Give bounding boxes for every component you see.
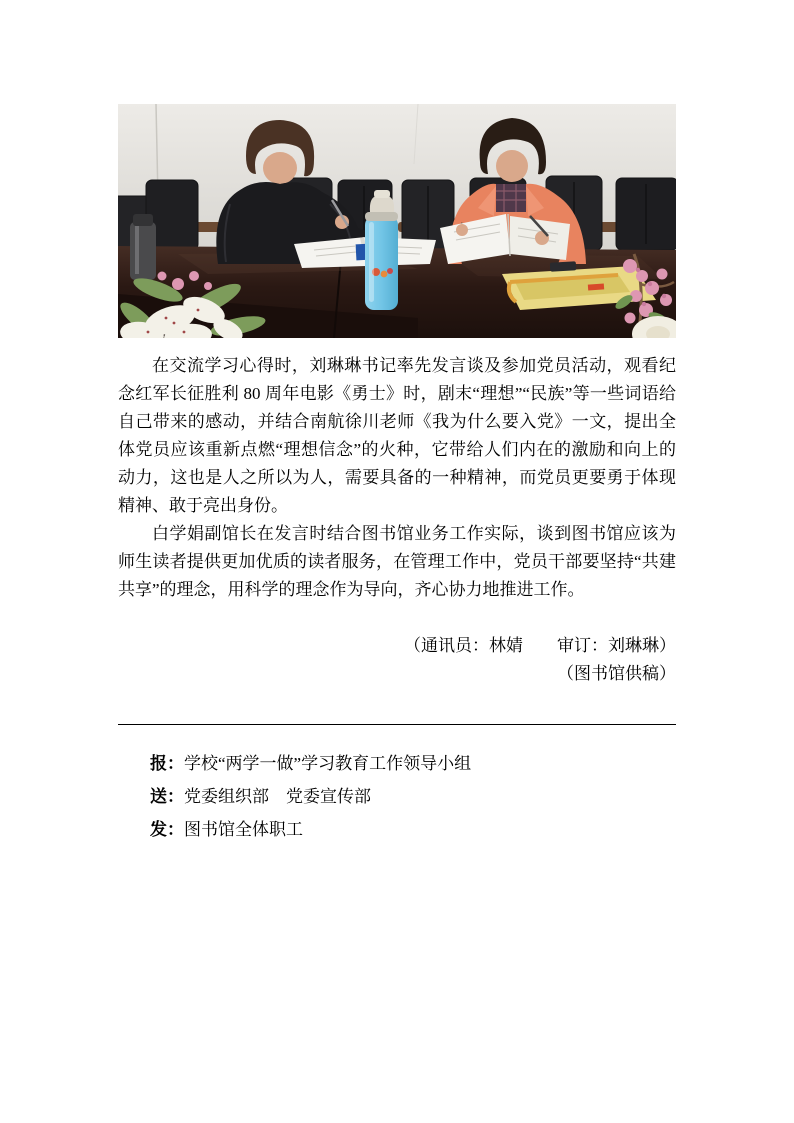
hand-right-a <box>456 224 468 236</box>
distribution-row-report <box>150 747 676 780</box>
distribution-label-send: 送： <box>150 787 184 806</box>
source-credit: （图书馆供稿） <box>557 664 676 683</box>
phone <box>550 261 576 271</box>
distribution-row-issue <box>150 813 676 846</box>
steel-thermos <box>130 214 156 280</box>
distribution-row-send <box>150 780 676 813</box>
paragraph-1: 在交流学习心得时，刘琳琳书记率先发言谈及参加党员活动，观看纪念红军长征胜利 80 周年电影《勇士》时，剧末“理想”“民族”等一些词语给自己带来的感动，并结合南航徐川老师《我为什么要入党》一文，提出全体党员应该重新点燃“理想信念”的火种，它带给人们内在的激励和向上的动力，这也是人之所以为人，需要具备的一种精神，而党员更要勇于体现精神、敢于亮出身份。 <box>118 356 676 515</box>
distribution-label-report: 报： <box>150 754 184 773</box>
blue-thermos <box>365 190 398 310</box>
byline: （通讯员：林婧 审订：刘琳琳） <box>404 636 676 655</box>
face-left <box>263 152 297 184</box>
plaid-shirt <box>496 184 526 212</box>
distribution-value-issue: 图书馆全体职工 <box>184 820 303 839</box>
distribution-value-report: 学校“两学一做”学习教育工作领导小组 <box>184 754 472 773</box>
paragraph-2: 白学娟副馆长在发言时结合图书馆业务工作实际，谈到图书馆应该为师生读者提供更加优质的读者服务，在管理工作中，党员干部要坚持“共建共享”的理念，用科学的理念作为导向，齐心协力地推进工作。 <box>118 524 676 599</box>
face-right <box>496 150 528 182</box>
distribution-value-send: 党委组织部 党委宣传部 <box>184 787 371 806</box>
meeting-photo-svg <box>118 104 676 338</box>
distribution-list <box>118 747 676 846</box>
distribution-label-issue: 发： <box>150 820 184 839</box>
footer-divider <box>118 724 676 725</box>
meeting-photo <box>118 104 676 338</box>
